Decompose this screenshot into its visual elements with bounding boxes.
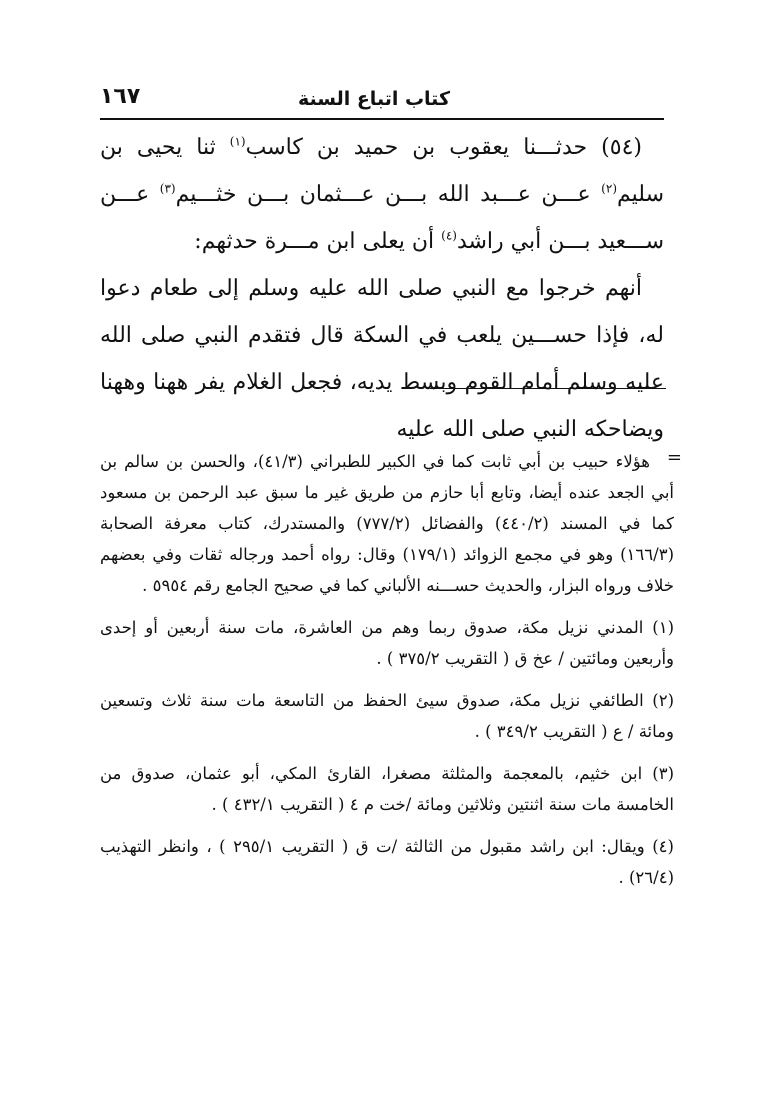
footnote-divider bbox=[430, 388, 666, 389]
isnad-part-3: عـــن عـــبد الله بـــن عـــثمان بـــن خثـــيم bbox=[175, 182, 602, 207]
footnote-ref-2[interactable]: (٢) bbox=[601, 181, 617, 196]
isnad-part-5: أن يعلى ابن مـــرة حدثهم: bbox=[194, 229, 442, 254]
isnad-part-2: ثنا يحيى بن سليم bbox=[100, 135, 664, 207]
page-header bbox=[100, 84, 664, 120]
main-text bbox=[100, 124, 664, 453]
footnote-3: (٣) ابن خثيم، بالمعجمة والمثلثة مصغرا، القارئ المكي، أبو عثمان، صدوق من الخامسة مات سنة اثنتين وثلاثين ومائة /خت م ٤ ( التقريب ٤٣٢/١ ) . bbox=[100, 764, 674, 814]
hadith-isnad bbox=[100, 124, 664, 265]
isnad-part-4: عـــن ســـعيد بـــن أبي راشد bbox=[100, 182, 664, 254]
footnote-1: (١) المدني نزيل مكة، صدوق ربما وهم من العاشرة، مات سنة أربعين أو إحدى وأربعين ومائتين / عخ ق ( التقريب ٣٧٥/٢ ) . bbox=[100, 618, 674, 668]
footnote-continuation: هؤلاء حبيب بن أبي ثابت كما في الكبير للطبراني (٤١/٣)، والحسن بن سالم بن أبي الجعد عنده أيضا، وتابع أبا حازم من طريق غير ما سبق عبد الرحمن بن مسعود كما في المسند (٤٤٠/٢) والفضائل (٧٧٧/٢) والمستدرك، كتاب معرفة الصحابة (١٦٦/٣) وهو في مجمع الزوائد (١٧٩/١) وقال: رواه أحمد ورجاله ثقات وفي بعضهم خلاف ورواه البزار، والحديث حســـنه الألباني كما في صحيح الجامع رقم ٥٩٥٤ . bbox=[100, 452, 674, 595]
footnote-ref-1[interactable]: (١) bbox=[229, 134, 246, 149]
footnote-ref-3[interactable]: (٣) bbox=[159, 181, 176, 196]
footnote-2: (٢) الطائفي نزيل مكة، صدوق سيئ الحفظ من التاسعة مات سنة ثلاث وتسعين ومائة / ع ( التقريب ٣٤٩/٢ ) . bbox=[100, 691, 674, 741]
isnad-part-1: (٥٤) حدثـــنا يعقوب بن حميد بن كاسب bbox=[245, 135, 642, 160]
footnotes bbox=[100, 446, 682, 904]
hadith-matn: أنهم خرجوا مع النبي صلى الله عليه وسلم إلى طعام دعوا له، فإذا حســـين يلعب في السكة قال فتقدم النبي صلى الله عليه وسلم أمام القوم وبسط يديه، فجعل الغلام يفر ههنا وههنا ويضاحكه النبي صلى الله عليه bbox=[100, 276, 664, 442]
footnote-ref-4[interactable]: (٤) bbox=[441, 228, 457, 243]
continuation-mark: = bbox=[666, 447, 682, 468]
running-title: كتاب اتباع السنة bbox=[297, 88, 450, 110]
page-number: ١٦٧ bbox=[100, 84, 141, 109]
footnote-4: (٤) ويقال: ابن راشد مقبول من الثالثة /ت ق ( التقريب ٢٩٥/١ ) ، وانظر التهذيب (٢٦/٤) . bbox=[100, 837, 674, 887]
